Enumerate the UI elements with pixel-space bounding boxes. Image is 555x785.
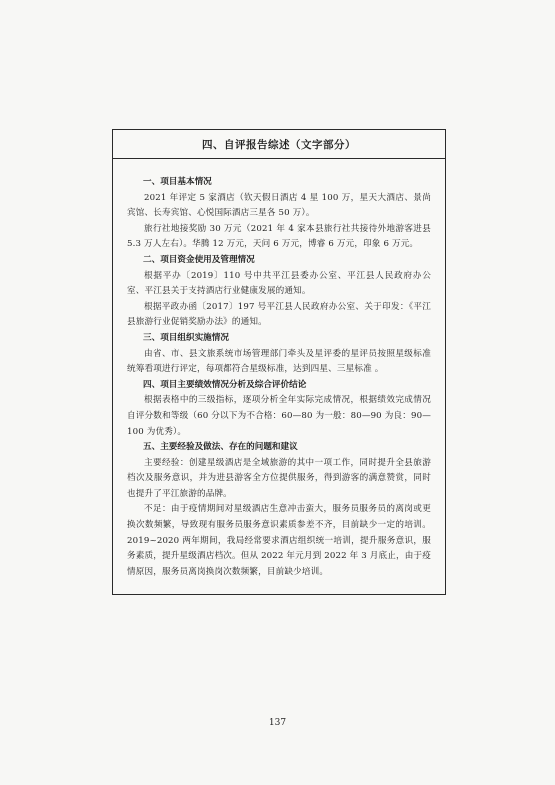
paragraph-travel-agency-rewards: 旅行社地接奖励 30 万元（2021 年 4 家本县旅行社共接待外地游客进县 5.3 万人左右）。华腾 12 万元，天问 6 万元，博睿 6 万元，印象 6 万元。 <box>127 223 431 250</box>
report-content <box>113 159 445 580</box>
heading-experience: 五、主要经验及做法、存在的问题和建议 <box>143 442 298 453</box>
paragraph-implementation: 由省、市、县文旅系统市场管理部门牵头及星评委的星评员按照星级标准统筹看项进行评定，每项都符合星级标准，达到四星、三星标准 。 <box>127 348 431 375</box>
section-header <box>113 130 445 159</box>
report-box <box>112 129 446 595</box>
paragraph-policy-2017: 根据平政办函〔2017〕197 号平江县人民政府办公室、关于印发：《平江县旅游行业促销奖励办法》的通知。 <box>127 301 431 328</box>
page-number: 137 <box>268 718 287 728</box>
heading-implementation: 三、项目组织实施情况 <box>143 332 229 343</box>
paragraph-main-experience: 主要经验：创建星级酒店是全域旅游的其中一项工作，同时提升全县旅游档次及服务意识，并为进县游客全方位提供服务，得到游客的满意赞赏，同时也提升了平江旅游的品牌。 <box>127 457 431 499</box>
paragraph-hotel-ratings: 2021 年评定 5 家酒店（钦天假日酒店 4 星 100 万，星天大酒店、景尚宾馆、长寿宾馆、心悦国际酒店三星各 50 万）。 <box>127 192 431 219</box>
heading-performance: 四、项目主要绩效情况分析及综合评价结论 <box>143 379 307 390</box>
heading-fund-management: 二、项目资金使用及管理情况 <box>143 254 255 265</box>
section-title: 四、自评报告综述（文字部分） <box>202 138 356 151</box>
heading-project-basics: 一、项目基本情况 <box>143 177 212 187</box>
paragraph-performance: 根据表格中的三级指标，逐项分析全年实际完成情况，根据绩效完成情况自评分数和等级（60 分以下为不合格：60—80 为一般：80—90 为良：90—100 为优秀）。 <box>127 395 431 437</box>
paragraph-policy-2019: 根据平办〔2019〕110 号中共平江县委办公室、平江县人民政府办公室、平江县关于支持酒店行业健康发展的通知。 <box>127 270 431 297</box>
paragraph-shortcomings: 不足：由于疫情期间对星级酒店生意冲击蛮大，服务员服务员的离岗或更换次数频繁，导致现有服务员服务意识素质参差不齐，目前缺少一定的培训。2019~2020 两年期间，我局经常要求酒店组织统一培训，提升服务意识，服务素质，提升星级酒店档次。但从 2022 年元月到 2022 年 3 月底止，由于疫情原因，服务员离岗换岗次数频繁，目前缺少培训。 <box>127 504 431 577</box>
